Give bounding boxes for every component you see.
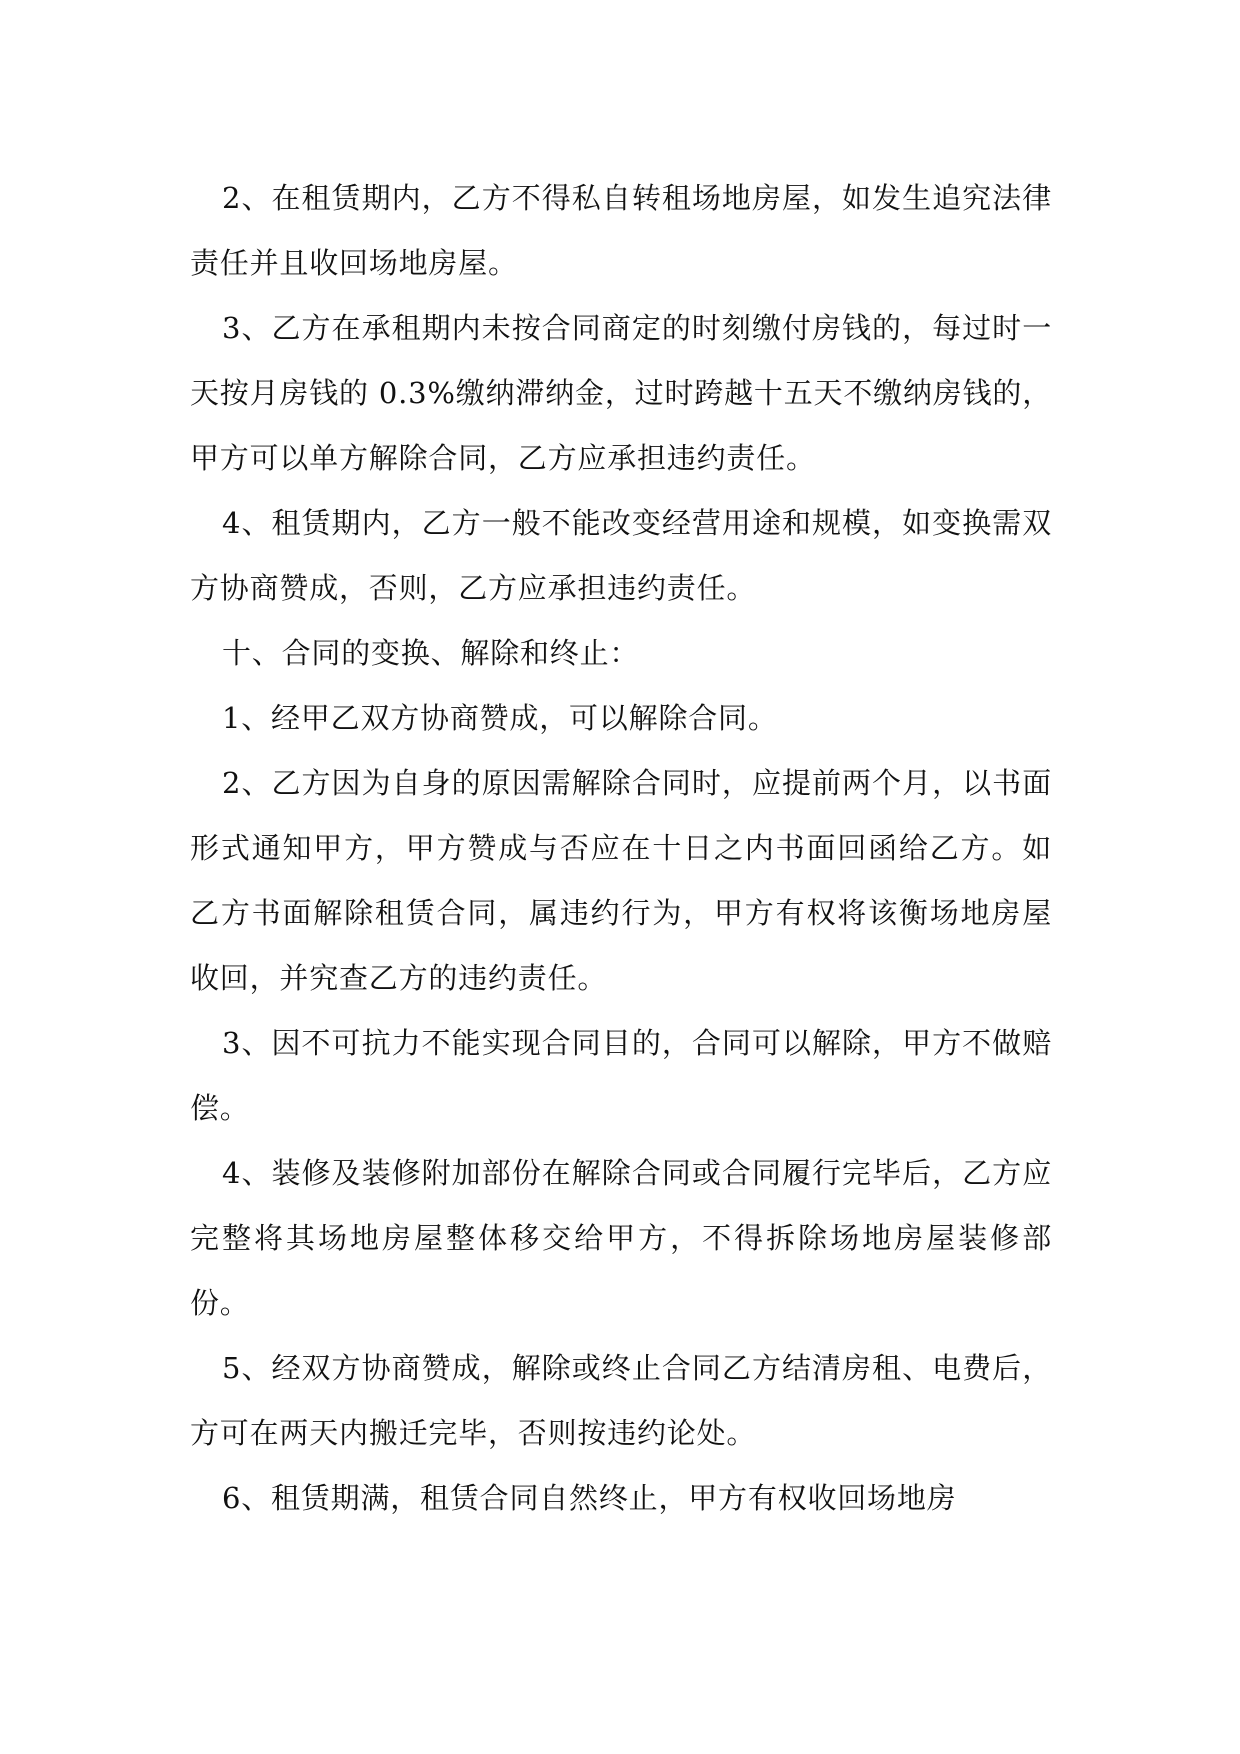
- section-heading-10: 十、合同的变换、解除和终止：: [222, 636, 640, 670]
- paragraph-termination-3: 3、因不可抗力不能实现合同目的，合同可以解除，甲方不做赔偿。: [190, 1026, 1052, 1125]
- paragraph-termination-1: 1、经甲乙双方协商赞成，可以解除合同。: [222, 701, 778, 735]
- paragraph-termination-6: 6、租赁期满，租赁合同自然终止，甲方有权收回场地房: [222, 1481, 957, 1515]
- paragraph-clause-3-late-payment: 3、乙方在承租期内未按合同商定的时刻缴付房钱的，每过时一天按月房钱的 0.3%缴纳滞纳金，过时跨越十五天不缴纳房钱的，甲方可以单方解除合同，乙方应承担违约责任。: [190, 311, 1052, 475]
- paragraph-clause-4-usage: 4、租赁期内，乙方一般不能改变经营用途和规模，如变换需双方协商赞成，否则，乙方应承担违约责任。: [190, 506, 1052, 605]
- paragraph-termination-4: 4、装修及装修附加部份在解除合同或合同履行完毕后，乙方应完整将其场地房屋整体移交给甲方，不得拆除场地房屋装修部份。: [190, 1156, 1052, 1320]
- paragraph-clause-2-sublet: 2、在租赁期内，乙方不得私自转租场地房屋，如发生追究法律责任并且收回场地房屋。: [190, 181, 1052, 280]
- document-body: [190, 166, 1052, 1531]
- paragraph-termination-2: 2、乙方因为自身的原因需解除合同时，应提前两个月，以书面形式通知甲方，甲方赞成与否应在十日之内书面回函给乙方。如乙方书面解除租赁合同，属违约行为，甲方有权将该衡场地房屋收回，并究查乙方的违约责任。: [190, 766, 1052, 995]
- paragraph-termination-5: 5、经双方协商赞成，解除或终止合同乙方结清房租、电费后，方可在两天内搬迁完毕，否则按违约论处。: [190, 1351, 1052, 1450]
